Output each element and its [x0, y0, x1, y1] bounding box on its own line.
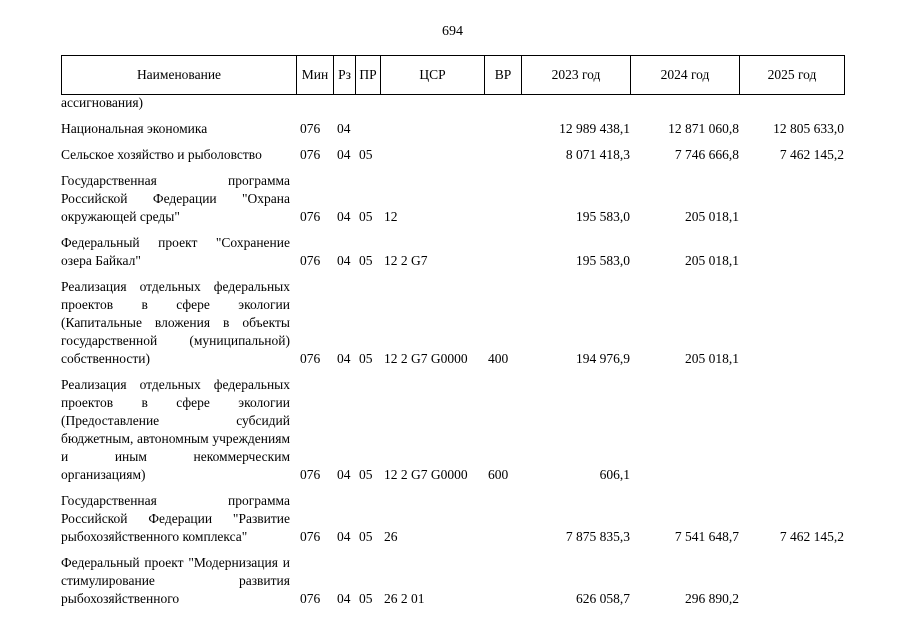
row-rz: 04: [337, 147, 351, 162]
row-vr: 600: [488, 467, 509, 482]
row-vr: [484, 492, 521, 546]
row-name: Сельское хозяйство и рыболовство: [61, 147, 262, 162]
header-csr: ЦСР: [381, 56, 485, 95]
header-vr: ВР: [485, 56, 522, 95]
row-pr: [355, 120, 380, 138]
header-pr: ПР: [356, 56, 381, 95]
row-vr: [484, 234, 521, 270]
row-pr: 05: [359, 147, 373, 162]
row-min: 076: [300, 121, 321, 136]
row-2023: 195 583,0: [576, 209, 630, 224]
row-2024: 205 018,1: [685, 351, 739, 366]
row-name: Федеральный проект "Сохранение озера Байкал": [61, 235, 290, 268]
row-rz: 04: [337, 253, 351, 268]
row-min: 076: [300, 351, 321, 366]
row-pr: 05: [359, 351, 373, 366]
row-csr: [380, 94, 484, 112]
row-vr: [484, 94, 521, 112]
row-pr: 05: [359, 529, 373, 544]
row-2025: 7 462 145,2: [779, 529, 844, 544]
row-csr: 12 2 G7: [384, 253, 428, 268]
table-header: [61, 55, 845, 95]
row-name: Федеральный проект "Модернизация и стимулирование развития рыбохозяйственного: [61, 555, 290, 606]
row-vr: 400: [488, 351, 509, 366]
row-spacer: [61, 270, 844, 278]
row-csr: 26: [384, 529, 398, 544]
row-csr: 12: [384, 209, 398, 224]
row-spacer: [61, 546, 844, 554]
row-vr: [484, 172, 521, 226]
row-2023: 12 989 438,1: [559, 121, 630, 136]
row-rz: [333, 94, 355, 112]
row-pr: 05: [359, 591, 373, 606]
table-row: [61, 146, 844, 164]
row-2025: [739, 234, 844, 270]
row-2024: [630, 94, 739, 112]
row-min: 076: [300, 467, 321, 482]
row-pr: 05: [359, 467, 373, 482]
row-2025: 12 805 633,0: [773, 121, 844, 136]
row-2025: [739, 278, 844, 368]
row-min: 076: [300, 147, 321, 162]
row-rz: 04: [337, 209, 351, 224]
header-2024: 2024 год: [631, 56, 740, 95]
row-vr: [484, 120, 521, 138]
row-name: ассигнования): [61, 95, 144, 110]
row-2024: 12 871 060,8: [668, 121, 739, 136]
table-row: [61, 120, 844, 138]
row-vr: [484, 146, 521, 164]
header-min: Мин: [297, 56, 334, 95]
row-rz: 04: [337, 467, 351, 482]
row-name: Реализация отдельных федеральных проектов в сфере экологии (Предоставление субсидий бюджетным, автономным учреждениям и иным некоммерческим организациям): [61, 377, 290, 482]
row-2023: 194 976,9: [576, 351, 630, 366]
table-row: [61, 94, 844, 112]
row-2023: 626 058,7: [576, 591, 630, 606]
budget-table: [61, 94, 844, 608]
row-spacer: [61, 484, 844, 492]
row-csr: [380, 120, 484, 138]
row-2023: 8 071 418,3: [565, 147, 630, 162]
row-min: 076: [300, 529, 321, 544]
table-row: [61, 554, 844, 608]
row-min: [296, 94, 333, 112]
row-spacer: [61, 226, 844, 234]
row-csr: 26 2 01: [384, 591, 425, 606]
row-2025: 7 462 145,2: [779, 147, 844, 162]
header-name: Наименование: [62, 56, 297, 95]
row-spacer: [61, 164, 844, 172]
row-min: 076: [300, 209, 321, 224]
table-row: [61, 278, 844, 368]
table-row: [61, 172, 844, 226]
table-row: [61, 234, 844, 270]
row-2024: 7 746 666,8: [674, 147, 739, 162]
row-rz: 04: [337, 121, 351, 136]
row-2024: 7 541 648,7: [674, 529, 739, 544]
row-min: 076: [300, 253, 321, 268]
row-spacer: [61, 138, 844, 146]
row-spacer: [61, 112, 844, 120]
table-row: [61, 492, 844, 546]
row-2024: [630, 376, 739, 484]
row-pr: [355, 94, 380, 112]
row-pr: 05: [359, 253, 373, 268]
row-2024: 296 890,2: [685, 591, 739, 606]
header-2023: 2023 год: [522, 56, 631, 95]
row-spacer: [61, 368, 844, 376]
row-name: Национальная экономика: [61, 121, 208, 136]
row-2024: 205 018,1: [685, 253, 739, 268]
header-2025: 2025 год: [740, 56, 845, 95]
page-number: 694: [442, 24, 463, 39]
row-2025: [739, 94, 844, 112]
row-name: Реализация отдельных федеральных проектов в сфере экологии (Капитальные вложения в объекты государственной (муниципальной) собственности): [61, 279, 290, 366]
row-2025: [739, 376, 844, 484]
row-vr: [484, 554, 521, 608]
row-2025: [739, 554, 844, 608]
row-min: 076: [300, 591, 321, 606]
row-2023: [521, 94, 630, 112]
row-name: Государственная программа Российской Федерации "Развитие рыбохозяйственного комплекса": [61, 493, 290, 544]
row-2023: 195 583,0: [576, 253, 630, 268]
row-rz: 04: [337, 591, 351, 606]
row-name: Государственная программа Российской Федерации "Охрана окружающей среды": [61, 173, 290, 224]
row-csr: [380, 146, 484, 164]
row-pr: 05: [359, 209, 373, 224]
row-2024: 205 018,1: [685, 209, 739, 224]
row-2025: [739, 172, 844, 226]
row-csr: 12 2 G7 G0000: [384, 351, 468, 366]
row-csr: 12 2 G7 G0000: [384, 467, 468, 482]
row-2023: 7 875 835,3: [565, 529, 630, 544]
row-2023: 606,1: [599, 467, 630, 482]
row-rz: 04: [337, 351, 351, 366]
row-rz: 04: [337, 529, 351, 544]
table-row: [61, 376, 844, 484]
header-rz: Рз: [334, 56, 356, 95]
